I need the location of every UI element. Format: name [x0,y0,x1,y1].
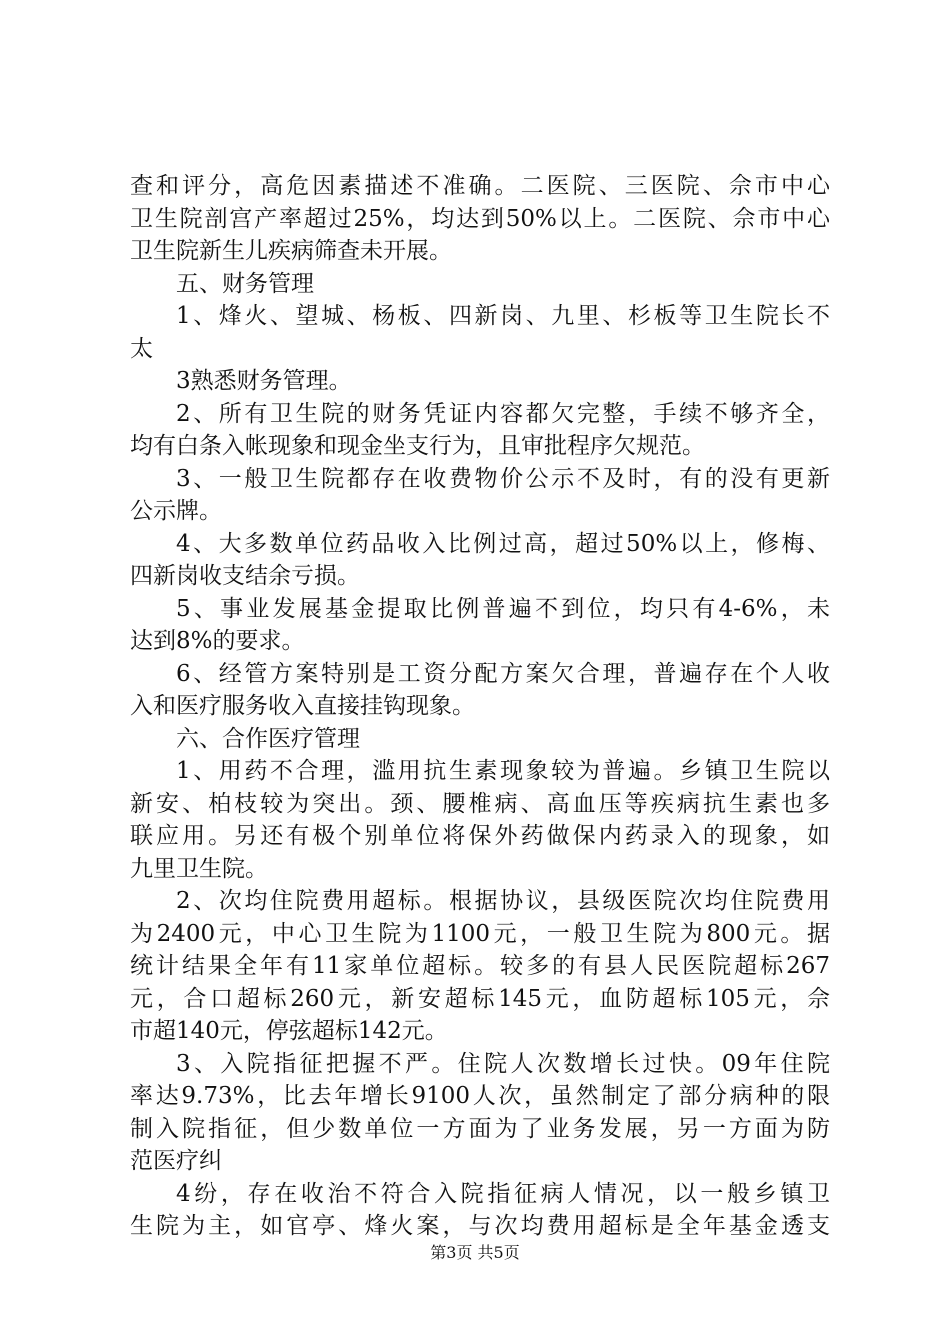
paragraph-line: 五、财务管理 [176,270,314,297]
paragraph-line: 太 [130,335,153,362]
paragraph-line: 新安、柏枝较为突出。颈、腰椎病、高血压等疾病抗生素也多 [130,790,830,817]
paragraph-line: 范医疗纠 [130,1148,222,1174]
paragraph-line: 生院为主，如官亭、烽火案，与次均费用超标是全年基金透支 [130,1213,830,1239]
paragraph-line: 查和评分，高危因素描述不准确。二医院、三医院、佘市中心 [130,173,830,199]
paragraph-line: 入和医疗服务收入直接挂钩现象。 [130,693,475,719]
paragraph-line: 5、事业发展基金提取比例普遍不到位，均只有4-6%，未 [176,595,830,622]
paragraph-line: 公示牌。 [130,498,222,524]
paragraph-line: 制入院指征，但少数单位一方面为了业务发展，另一方面为防 [130,1115,830,1142]
paragraph-line: 达到8%的要求。 [130,628,305,654]
paragraph-line: 3熟悉财务管理。 [176,368,352,394]
paragraph-line: 市超140元，停弦超标142元。 [130,1018,448,1044]
paragraph-line: 卫生院剖宫产率超过25%，均达到50%以上。二医院、佘市中心 [130,205,830,232]
paragraph-line: 四新岗收支结余亏损。 [130,563,360,589]
document-body [130,170,830,1243]
paragraph-line: 6、经管方案特别是工资分配方案欠合理，普遍存在个人收 [176,660,830,687]
paragraph-line: 元，合口超标260元，新安超标145元，血防超标105元，佘 [130,985,830,1012]
paragraph-line: 2、次均住院费用超标。根据协议，县级医院次均住院费用 [176,888,830,914]
paragraph-line: 4、大多数单位药品收入比例过高，超过50%以上，修梅、 [176,530,830,557]
page-footer: 第3页 共5页 [430,1243,520,1262]
paragraph-line: 1、用药不合理，滥用抗生素现象较为普遍。乡镇卫生院以 [176,758,830,784]
paragraph-line: 九里卫生院。 [130,855,268,882]
paragraph-line: 六、合作医疗管理 [176,725,360,752]
paragraph-line: 3、一般卫生院都存在收费物价公示不及时，有的没有更新 [176,465,830,492]
paragraph-line: 2、所有卫生院的财务凭证内容都欠完整，手续不够齐全， [176,400,830,427]
paragraph-line: 1、烽火、望城、杨板、四新岗、九里、杉板等卫生院长不 [176,303,830,329]
paragraph-line: 卫生院新生儿疾病筛查未开展。 [130,238,452,264]
paragraph-line: 3、入院指征把握不严。住院人次数增长过快。09年住院 [176,1050,830,1077]
paragraph-line: 均有白条入帐现象和现金坐支行为，且审批程序欠规范。 [130,433,705,459]
paragraph-line: 4纷，存在收治不符合入院指征病人情况，以一般乡镇卫 [176,1180,830,1207]
paragraph-line: 统计结果全年有11家单位超标。较多的有县人民医院超标267 [130,953,830,979]
paragraph-line: 为2400元，中心卫生院为1100元，一般卫生院为800元。据 [130,920,830,947]
paragraph-line: 联应用。另还有极个别单位将保外药做保内药录入的现象，如 [130,823,830,849]
paragraph-line: 率达9.73%，比去年增长9100人次，虽然制定了部分病种的限 [130,1083,830,1109]
